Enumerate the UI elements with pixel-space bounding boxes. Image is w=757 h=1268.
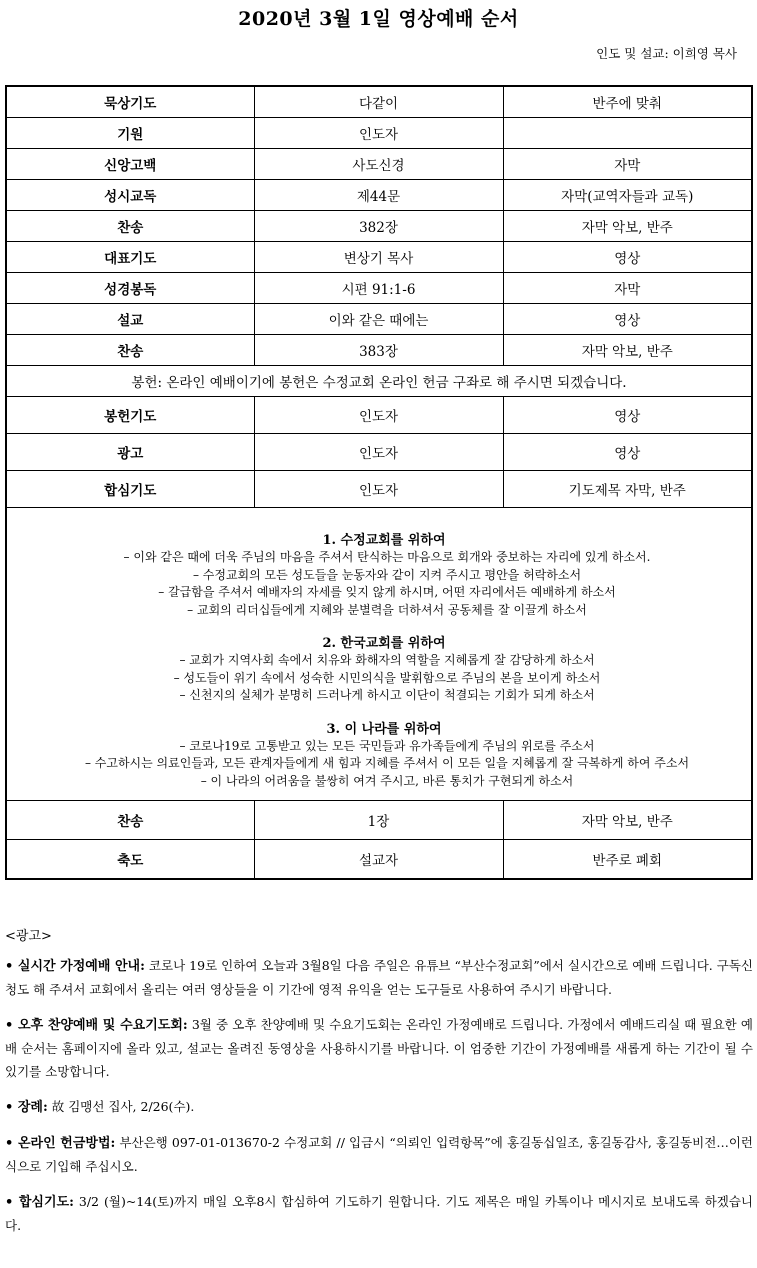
- offering-note-section: [6, 366, 752, 397]
- order-note: 자막 악보, 반주: [503, 801, 752, 840]
- table-row: [6, 508, 752, 801]
- announcement-item: [5, 954, 753, 1001]
- prayer-group: [17, 721, 751, 791]
- order-item: 찬송: [6, 211, 254, 242]
- table-row: [6, 366, 752, 397]
- prayer-item: – 교회의 리더십들에게 지혜와 분별력을 더하셔서 공동체를 잘 이끌게 하소서: [187, 602, 587, 617]
- order-item: 성시교독: [6, 180, 254, 211]
- prayer-group: [17, 532, 751, 619]
- order-note: 기도제목 자막, 반주: [503, 471, 752, 508]
- order-leader: 인도자: [254, 118, 503, 149]
- order-leader: 시편 91:1-6: [254, 273, 503, 304]
- prayer-item: – 성도들이 위기 속에서 성숙한 시민의식을 발휘함으로 주님의 본을 보이게 하소서: [173, 670, 601, 685]
- order-item: 신앙고백: [6, 149, 254, 180]
- table-row: [6, 801, 752, 840]
- announcement-label: • 온라인 헌금방법:: [5, 1136, 116, 1151]
- order-leader: 인도자: [254, 434, 503, 471]
- order-note: 영상: [503, 242, 752, 273]
- announcement-item: [5, 1131, 753, 1178]
- order-leader: 1장: [254, 801, 503, 840]
- announcement-text: 故 김맹선 집사, 2/26(수).: [47, 1099, 195, 1114]
- prayer-item: – 신천지의 실체가 분명히 드러나게 하시고 이단이 척결되는 기회가 되게 하소서: [179, 688, 595, 702]
- order-top-section: [6, 86, 752, 366]
- prayer-item: – 이 나라의 어려움을 불쌍히 여겨 주시고, 바른 통치가 구현되게 하소서: [200, 773, 574, 788]
- order-note: 자막 악보, 반주: [503, 211, 752, 242]
- announcement-item: [5, 1190, 753, 1237]
- order-note: 자막(교역자들과 교독): [503, 180, 752, 211]
- page-title: 2020년 3월 1일 영상예배 순서: [238, 8, 519, 30]
- order-note: 자막 악보, 반주: [503, 335, 752, 366]
- prayer-topics: [6, 508, 752, 801]
- table-row: [6, 840, 752, 880]
- announcement-label: • 실시간 가정예배 안내:: [5, 959, 145, 974]
- order-note: 영상: [503, 304, 752, 335]
- announcement-text: 코로나 19로 인하여 오늘과 3월8일 다음 주일은 유튜브 “부산수정교회”에서 실시간으로 예배 드립니다. 구독신청도 해 주셔서 교회에서 올리는 여러 영상들을 이 기간에 영적 유익을 얻는 도구들로 사용하여 주시기 바랍니다.: [5, 958, 753, 997]
- announcement-item: [5, 1095, 753, 1119]
- table-row: [6, 211, 752, 242]
- order-note: 반주에 맞춰: [503, 86, 752, 118]
- table-row: [6, 149, 752, 180]
- order-leader: 변상기 목사: [254, 242, 503, 273]
- announcement-label: • 합심기도:: [5, 1195, 74, 1210]
- table-row: [6, 304, 752, 335]
- order-item: 광고: [6, 434, 254, 471]
- prayer-group-heading: 3. 이 나라를 위하여: [326, 721, 442, 737]
- prayer-group: [17, 635, 751, 705]
- order-item: 축도: [6, 840, 254, 880]
- order-leader: 인도자: [254, 397, 503, 434]
- order-leader: 인도자: [254, 471, 503, 508]
- table-row: [6, 118, 752, 149]
- order-note: 영상: [503, 397, 752, 434]
- table-row: [6, 86, 752, 118]
- announcement-text: 3/2 (월)~14(토)까지 매일 오후8시 합심하여 기도하기 원합니다. 기도 제목은 매일 카톡이나 메시지로 보내도록 하겠습니다.: [5, 1194, 753, 1233]
- table-row: [6, 434, 752, 471]
- table-row: [6, 397, 752, 434]
- order-note: 영상: [503, 434, 752, 471]
- prayer-section: [6, 508, 752, 801]
- order-note: 자막: [503, 149, 752, 180]
- announcements: [5, 925, 753, 1249]
- announcement-text: 부산은행 097-01-013670-2 수정교회 // 입금시 “의뢰인 입력항목”에 홍길동십일조, 홍길동감사, 홍길동비전…이런 식으로 기입해 주십시오.: [5, 1135, 753, 1174]
- officiant-line: 인도 및 설교: 이희영 목사: [596, 46, 737, 61]
- order-leader: 다같이: [254, 86, 503, 118]
- table-row: [6, 335, 752, 366]
- order-note: [503, 118, 752, 149]
- announcement-label: • 장례:: [5, 1100, 48, 1115]
- order-leader: 설교자: [254, 840, 503, 880]
- order-note: 자막: [503, 273, 752, 304]
- order-leader: 383장: [254, 335, 503, 366]
- prayer-group-heading: 2. 한국교회를 위하여: [322, 636, 446, 651]
- prayer-item: – 수정교회의 모든 성도들을 눈동자와 같이 지켜 주시고 평안을 허락하소서: [192, 567, 582, 582]
- table-row: [6, 273, 752, 304]
- order-leader: 이와 같은 때에는: [254, 304, 503, 335]
- order-note: 반주로 폐회: [503, 840, 752, 880]
- order-leader: 382장: [254, 211, 503, 242]
- order-mid-section: [6, 397, 752, 508]
- order-item: 성경봉독: [6, 273, 254, 304]
- table-row: [6, 242, 752, 273]
- prayer-item: – 이와 같은 때에 더욱 주님의 마음을 주셔서 탄식하는 마음으로 회개와 중보하는 자리에 있게 하소서.: [123, 550, 651, 564]
- order-leader: 제44문: [254, 180, 503, 211]
- offering-note: 봉헌: 온라인 예배이기에 봉헌은 수정교회 온라인 헌금 구좌로 해 주시면 되겠습니다.: [6, 366, 752, 397]
- table-row: [6, 180, 752, 211]
- prayer-item: – 교회가 지역사회 속에서 치유와 화해자의 역할을 지혜롭게 잘 감당하게 하소서: [179, 653, 595, 667]
- announcements-heading: <광고>: [5, 929, 52, 944]
- order-leader: 사도신경: [254, 149, 503, 180]
- order-item: 합심기도: [6, 471, 254, 508]
- order-item: 대표기도: [6, 242, 254, 273]
- worship-order-table: [5, 85, 753, 880]
- prayer-item: – 코로나19로 고통받고 있는 모든 국민들과 유가족들에게 주님의 위로를 주소서: [179, 738, 595, 753]
- announcement-item: [5, 1013, 753, 1083]
- prayer-item: – 수고하시는 의료인들과, 모든 관계자들에게 새 힘과 지혜를 주셔서 이 모든 일을 지혜롭게 잘 극복하게 하여 주소서: [84, 756, 690, 770]
- announcement-label: • 오후 찬양예배 및 수요기도회:: [5, 1018, 188, 1033]
- order-item: 설교: [6, 304, 254, 335]
- order-item: 기원: [6, 118, 254, 149]
- order-item: 묵상기도: [6, 86, 254, 118]
- announcement-list: [5, 954, 753, 1237]
- order-bottom-section: [6, 801, 752, 880]
- announcement-text: 3월 중 오후 찬양예배 및 수요기도회는 온라인 가정예배로 드립니다. 가정에서 예배드리실 때 필요한 예배 순서는 홈페이지에 올라 있고, 설교는 올려진 동영상을 사용하시기를 바랍니다. 이 엄중한 기간이 가정예배를 새롭게 하는 기간이 될 수 있기를 소망합니다.: [5, 1017, 753, 1079]
- order-item: 봉헌기도: [6, 397, 254, 434]
- prayer-group-heading: 1. 수정교회를 위하여: [322, 533, 446, 548]
- order-item: 찬송: [6, 335, 254, 366]
- prayer-item: – 갈급함을 주셔서 예배자의 자세를 잊지 않게 하시며, 어떤 자리에서든 예배하게 하소서: [158, 585, 616, 599]
- table-row: [6, 471, 752, 508]
- order-item: 찬송: [6, 801, 254, 840]
